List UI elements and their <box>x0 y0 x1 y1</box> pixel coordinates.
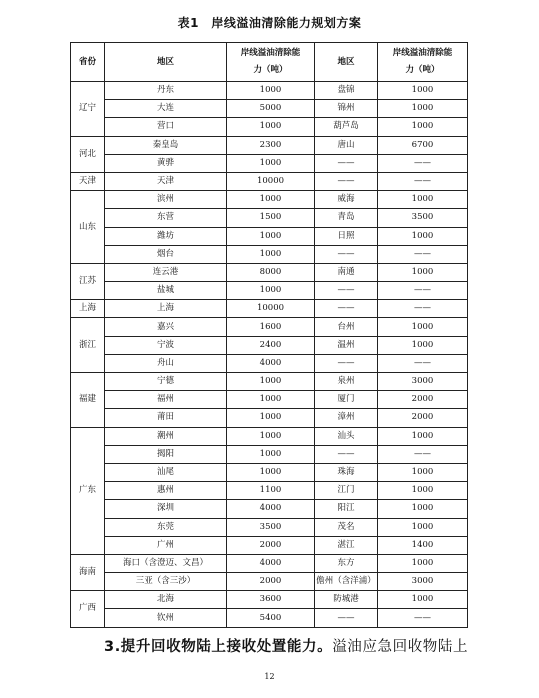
area-cell: 北海 <box>105 591 227 609</box>
area2-cell: 阳江 <box>315 500 378 518</box>
area-cell: 舟山 <box>105 354 227 372</box>
capacity-table <box>70 42 468 628</box>
capacity2-cell: 1000 <box>378 82 468 100</box>
table-row <box>71 445 468 463</box>
province-cell: 广西 <box>71 591 105 627</box>
capacity-cell: 1000 <box>227 427 315 445</box>
capacity2-cell: 3000 <box>378 373 468 391</box>
capacity-cell: 1000 <box>227 409 315 427</box>
capacity-cell: 2400 <box>227 336 315 354</box>
area-cell: 秦皇岛 <box>105 136 227 154</box>
area2-cell: —— <box>315 445 378 463</box>
capacity2-cell: —— <box>378 445 468 463</box>
capacity-cell: 1000 <box>227 191 315 209</box>
area-cell: 东莞 <box>105 518 227 536</box>
area2-cell: 盘锦 <box>315 82 378 100</box>
area-cell: 深圳 <box>105 500 227 518</box>
area2-cell: 儋州（含洋浦） <box>315 573 378 591</box>
area2-cell: —— <box>315 245 378 263</box>
capacity-cell: 10000 <box>227 172 315 190</box>
capacity-cell: 1000 <box>227 245 315 263</box>
area-cell: 广州 <box>105 536 227 554</box>
page-number: 12 <box>264 672 275 681</box>
area-cell: 福州 <box>105 391 227 409</box>
capacity2-cell: 1000 <box>378 518 468 536</box>
body-paragraph <box>104 635 468 656</box>
area2-cell: —— <box>315 300 378 318</box>
header-area: 地区 <box>105 43 227 82</box>
capacity-cell: 5000 <box>227 100 315 118</box>
area2-cell: —— <box>315 154 378 172</box>
table-body <box>71 82 468 628</box>
header-area-2: 地区 <box>315 43 378 82</box>
area-cell: 钦州 <box>105 609 227 627</box>
table-row <box>71 554 468 572</box>
province-cell: 浙江 <box>71 318 105 373</box>
paragraph-heading: 3.提升回收物陆上接收处置能力。 <box>104 639 333 655</box>
area2-cell: 厦门 <box>315 391 378 409</box>
capacity2-cell: 1000 <box>378 463 468 481</box>
area-cell: 营口 <box>105 118 227 136</box>
capacity-cell: 1000 <box>227 373 315 391</box>
area-cell: 滨州 <box>105 191 227 209</box>
capacity2-cell: —— <box>378 245 468 263</box>
table-row <box>71 263 468 281</box>
capacity-cell: 1000 <box>227 154 315 172</box>
capacity-cell: 2000 <box>227 536 315 554</box>
capacity2-cell: 2000 <box>378 391 468 409</box>
area2-cell: 日照 <box>315 227 378 245</box>
capacity2-cell: 1000 <box>378 227 468 245</box>
table-row <box>71 518 468 536</box>
capacity2-cell: 1000 <box>378 318 468 336</box>
table-row <box>71 300 468 318</box>
table-row <box>71 373 468 391</box>
capacity-cell: 1600 <box>227 318 315 336</box>
province-cell: 上海 <box>71 300 105 318</box>
capacity-cell: 5400 <box>227 609 315 627</box>
area-cell: 惠州 <box>105 482 227 500</box>
area-cell: 连云港 <box>105 263 227 281</box>
area-cell: 天津 <box>105 172 227 190</box>
capacity2-cell: —— <box>378 354 468 372</box>
table-row <box>71 427 468 445</box>
area2-cell: 防城港 <box>315 591 378 609</box>
table-row <box>71 609 468 627</box>
area-cell: 莆田 <box>105 409 227 427</box>
table-row <box>71 118 468 136</box>
capacity-cell: 8000 <box>227 263 315 281</box>
capacity-cell: 2000 <box>227 573 315 591</box>
province-cell: 天津 <box>71 172 105 190</box>
table-row <box>71 391 468 409</box>
table-row <box>71 336 468 354</box>
area2-cell: 东方 <box>315 554 378 572</box>
capacity-cell: 4000 <box>227 354 315 372</box>
table-row <box>71 409 468 427</box>
area2-cell: 葫芦岛 <box>315 118 378 136</box>
table-row <box>71 536 468 554</box>
capacity-cell: 1500 <box>227 209 315 227</box>
capacity-cell: 4000 <box>227 500 315 518</box>
capacity-cell: 4000 <box>227 554 315 572</box>
capacity2-cell: —— <box>378 172 468 190</box>
area-cell: 烟台 <box>105 245 227 263</box>
area-cell: 海口（含澄迈、文昌） <box>105 554 227 572</box>
area-cell: 揭阳 <box>105 445 227 463</box>
capacity2-cell: —— <box>378 300 468 318</box>
area-cell: 大连 <box>105 100 227 118</box>
capacity2-cell: —— <box>378 609 468 627</box>
table-row <box>71 191 468 209</box>
area2-cell: 湛江 <box>315 536 378 554</box>
capacity-cell: 1000 <box>227 82 315 100</box>
table-row <box>71 591 468 609</box>
province-cell: 河北 <box>71 136 105 172</box>
area-cell: 东营 <box>105 209 227 227</box>
header-capacity <box>227 43 315 82</box>
table-row <box>71 282 468 300</box>
area2-cell: 江门 <box>315 482 378 500</box>
capacity-cell: 10000 <box>227 300 315 318</box>
table-title: 表1 岸线溢油清除能力规划方案 <box>177 16 362 30</box>
table-row <box>71 482 468 500</box>
area2-cell: —— <box>315 282 378 300</box>
table-row <box>71 227 468 245</box>
capacity2-cell: 6700 <box>378 136 468 154</box>
capacity-cell: 1000 <box>227 227 315 245</box>
area-cell: 潮州 <box>105 427 227 445</box>
area2-cell: —— <box>315 354 378 372</box>
table-row <box>71 463 468 481</box>
province-cell: 辽宁 <box>71 82 105 137</box>
area-cell: 黄骅 <box>105 154 227 172</box>
area-cell: 宁德 <box>105 373 227 391</box>
area-cell: 上海 <box>105 300 227 318</box>
province-cell: 山东 <box>71 191 105 264</box>
table-header <box>71 43 468 82</box>
table-row <box>71 136 468 154</box>
capacity2-cell: —— <box>378 154 468 172</box>
province-cell: 广东 <box>71 427 105 554</box>
capacity2-cell: 1000 <box>378 554 468 572</box>
capacity-cell: 3600 <box>227 591 315 609</box>
area2-cell: 青岛 <box>315 209 378 227</box>
header-province: 省份 <box>71 43 105 82</box>
paragraph-text: 溢油应急回收物陆上 <box>332 639 469 655</box>
province-cell: 海南 <box>71 554 105 590</box>
capacity2-cell: 2000 <box>378 409 468 427</box>
area2-cell: 台州 <box>315 318 378 336</box>
table-row <box>71 100 468 118</box>
area2-cell: 唐山 <box>315 136 378 154</box>
capacity2-cell: 1000 <box>378 118 468 136</box>
capacity2-cell: 1400 <box>378 536 468 554</box>
area2-cell: 南通 <box>315 263 378 281</box>
table-row <box>71 82 468 100</box>
header-capacity-2 <box>378 43 468 82</box>
table-row <box>71 209 468 227</box>
table-row <box>71 318 468 336</box>
capacity2-cell: 1000 <box>378 427 468 445</box>
capacity2-cell: 1000 <box>378 100 468 118</box>
header-capacity-line1: 岸线溢油清除能 <box>240 48 301 58</box>
capacity2-cell: 1000 <box>378 482 468 500</box>
table-row <box>71 573 468 591</box>
capacity-cell: 1000 <box>227 282 315 300</box>
area-cell: 宁波 <box>105 336 227 354</box>
area2-cell: 珠海 <box>315 463 378 481</box>
province-cell: 江苏 <box>71 263 105 299</box>
area2-cell: —— <box>315 609 378 627</box>
capacity2-cell: 1000 <box>378 591 468 609</box>
capacity2-cell: —— <box>378 282 468 300</box>
capacity2-cell: 3000 <box>378 573 468 591</box>
table-row <box>71 172 468 190</box>
province-cell: 福建 <box>71 373 105 428</box>
header-capacity-line2: 力（吨） <box>253 65 288 75</box>
header-capacity2-line1: 岸线溢油清除能 <box>392 48 453 58</box>
area-cell: 嘉兴 <box>105 318 227 336</box>
capacity-cell: 1000 <box>227 463 315 481</box>
capacity2-cell: 1000 <box>378 336 468 354</box>
area2-cell: —— <box>315 172 378 190</box>
capacity-cell: 1000 <box>227 391 315 409</box>
capacity-cell: 1100 <box>227 482 315 500</box>
header-capacity2-line2: 力（吨） <box>405 65 440 75</box>
area2-cell: 漳州 <box>315 409 378 427</box>
area-cell: 盐城 <box>105 282 227 300</box>
area-cell: 三亚（含三沙） <box>105 573 227 591</box>
area-cell: 汕尾 <box>105 463 227 481</box>
capacity2-cell: 1000 <box>378 500 468 518</box>
area2-cell: 泉州 <box>315 373 378 391</box>
area2-cell: 茂名 <box>315 518 378 536</box>
capacity-cell: 1000 <box>227 118 315 136</box>
area2-cell: 温州 <box>315 336 378 354</box>
table-row <box>71 354 468 372</box>
area2-cell: 汕头 <box>315 427 378 445</box>
capacity2-cell: 3500 <box>378 209 468 227</box>
capacity-cell: 2300 <box>227 136 315 154</box>
area2-cell: 锦州 <box>315 100 378 118</box>
capacity-cell: 3500 <box>227 518 315 536</box>
area-cell: 丹东 <box>105 82 227 100</box>
capacity-cell: 1000 <box>227 445 315 463</box>
table-row <box>71 245 468 263</box>
area2-cell: 威海 <box>315 191 378 209</box>
capacity2-cell: 1000 <box>378 263 468 281</box>
area-cell: 潍坊 <box>105 227 227 245</box>
table-row <box>71 154 468 172</box>
capacity2-cell: 1000 <box>378 191 468 209</box>
table-row <box>71 500 468 518</box>
